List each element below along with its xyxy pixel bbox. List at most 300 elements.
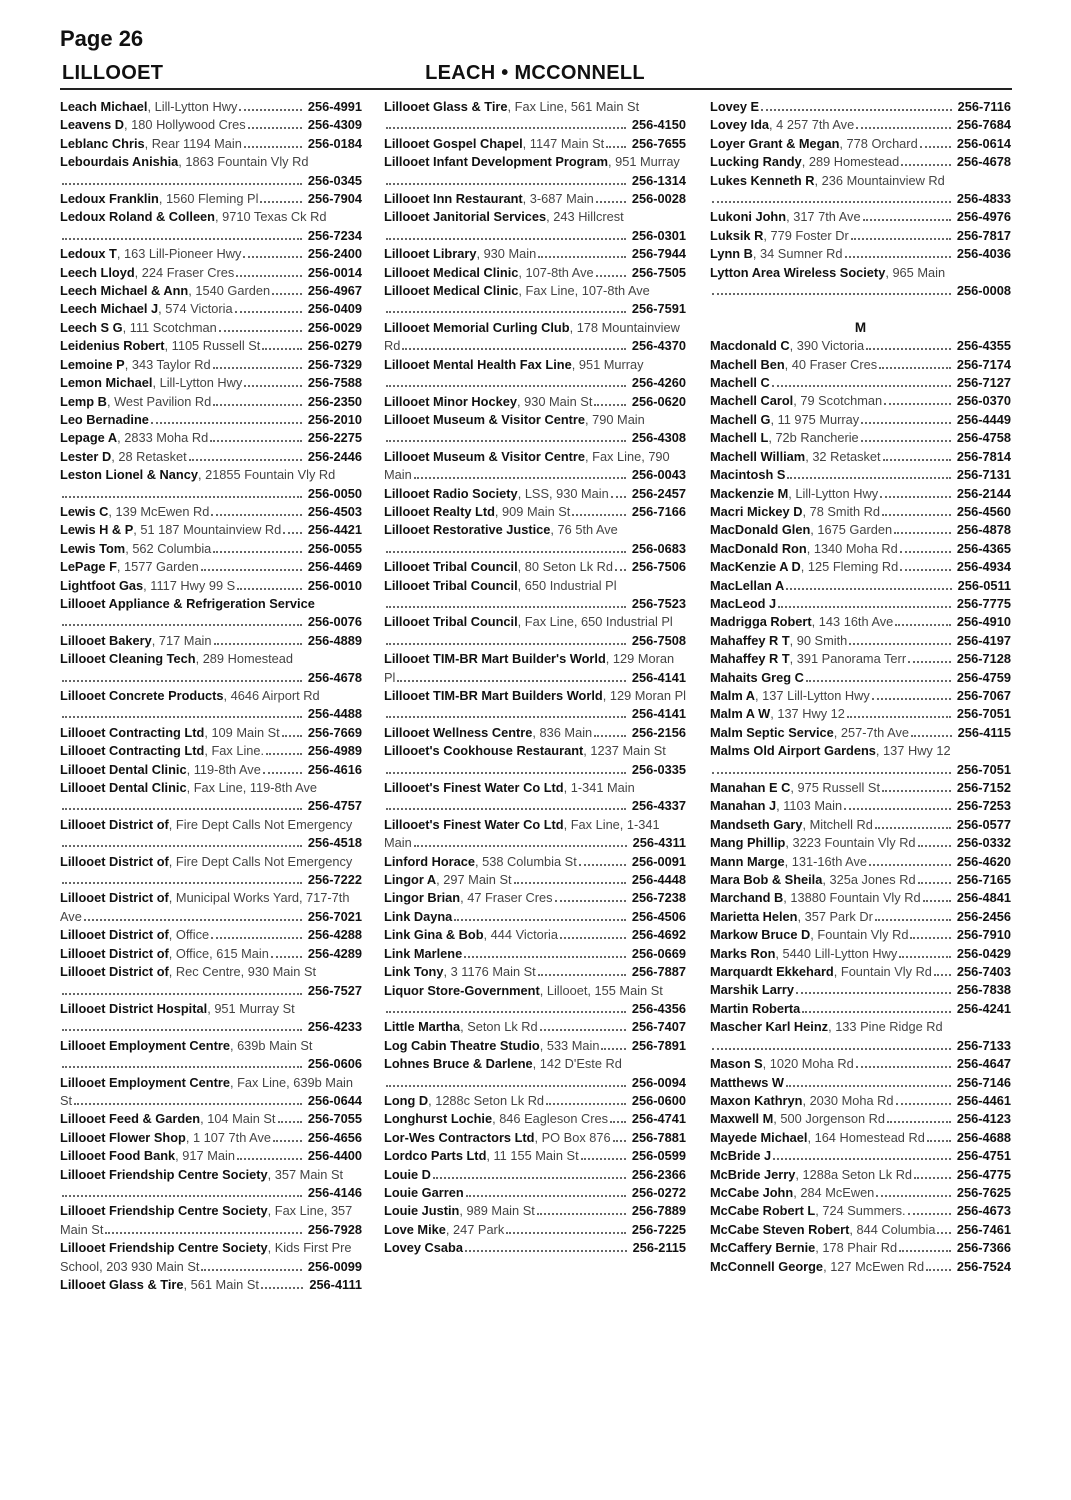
listing [60,1074,362,1111]
listing-address: Mitchell Rd [809,816,873,832]
dot-leader [849,642,951,645]
listing-address: 137 Hwy 12 [883,743,951,759]
listing-name: Lillooet District of [60,945,169,961]
dot-leader [386,715,626,718]
dot-leader [856,126,951,129]
listing-address: 137 Lill-Lytton Hwy [762,687,870,703]
listing [710,945,1011,963]
listing-phone: 256-4889 [306,632,362,650]
listing-address: 51 187 Mountainview Rd [140,522,282,538]
page-number: Page 26 [60,26,144,51]
dot-leader [772,384,951,387]
listing-name: Lillooet Medical Clinic [384,264,519,280]
listing-name: MacLellan A [710,577,785,593]
listing-phone: 256-4461 [955,1092,1011,1110]
listing-phone: 256-7146 [955,1074,1011,1092]
dot-leader [506,1231,626,1234]
listing-name: Machell L [710,430,769,446]
listing-address: 80 Seton Lk Rd [524,559,614,575]
dot-leader [62,623,302,626]
listing-address-sep: , [168,853,176,869]
listing-phone: 256-7944 [630,245,686,263]
listing [60,521,362,539]
listing-name: Lepage A [60,430,118,446]
listing-address-sep: , [200,1111,208,1127]
listing-address: 1117 Hwy 99 S [150,577,236,593]
listing-name: Lucking Randy [710,154,802,170]
listing-address-sep: , [152,375,160,391]
listing [60,650,362,687]
dot-leader [433,1176,626,1179]
listing [60,724,362,742]
listing-name: Lillooet Gospel Chapel [384,135,523,151]
listing-phone: 256-7133 [955,1037,1011,1055]
listing-address: 2833 Moha Rd [124,430,209,446]
listing-address-sep: , [168,927,176,943]
listing-address-sep: , [571,356,579,372]
listing [710,577,1011,595]
listing-address: 125 Fleming Rd [807,559,899,575]
dot-leader [282,734,302,737]
listing-name: Lillooet District of [60,853,169,869]
listing-address: Fire Dept Calls Not Emergency [175,853,353,869]
listing-address-sep: , [164,338,172,354]
listing-phone: 256-4692 [630,926,686,944]
listing-phone: 256-7684 [955,116,1011,134]
listing-phone: 256-0099 [306,1258,362,1276]
listing-name: Lohnes Bruce & Darlene [384,1056,533,1072]
listing-phone: 256-7174 [955,356,1011,374]
listing [60,1037,362,1074]
listing-address: 164 Homestead Rd [814,1129,925,1145]
dot-leader [62,807,302,810]
dot-leader [712,771,951,774]
listing-name: Lebourdais Anishia [60,154,179,170]
listing-address-sep: , [125,540,133,556]
listing-address-sep: , [133,522,141,538]
listing-address: 284 McEwen [800,1184,875,1200]
listing [710,1074,1011,1092]
listing-phone: 256-0335 [630,761,686,779]
dot-leader [244,384,302,387]
listing-address-sep: , [786,209,794,225]
listing [384,577,686,614]
listing-name: Lillooet Contracting Ltd [60,724,205,740]
listing [710,1184,1011,1202]
dot-leader [466,1194,626,1197]
listing [710,926,1011,944]
dot-leader [847,715,951,718]
listing-name: Lillooet Medical Clinic [384,283,519,299]
name-range-heading: LEACH • MCCONNELL [425,62,645,84]
listing [60,429,362,447]
dot-leader [920,145,951,148]
listing-name: Lillooet Museum & Visitor Centre [384,448,585,464]
listing-address-sep: , [106,393,115,409]
listing-address-sep: , [124,117,132,133]
listing [384,1202,686,1220]
listing-name: Lillooet Tribal Council [384,577,518,593]
listing-name: Lillooet Friendship Centre Society [60,1240,268,1256]
listing-name: Lillooet TIM-BR Mart Builders World [384,688,603,703]
listing-address-sep: , [539,982,547,998]
dot-leader [540,1028,626,1031]
listing [384,1092,686,1110]
listing-name: Lillooet's Finest Water Co Ltd [384,816,564,832]
dot-leader [214,642,302,645]
listing-name: Leech Lloyd [60,264,135,280]
listing-address: 247 Park [453,1221,505,1237]
listing-name: Marshik Larry [710,982,794,998]
listing-address: 909 Main St [502,503,571,519]
listing-name: Marchand B [710,890,784,906]
dot-leader [397,679,626,682]
directory-column-1 [60,98,362,1294]
listing [384,558,686,576]
listing-phone: 256-4356 [630,1000,686,1018]
listing [60,1147,362,1165]
dot-leader [210,439,302,442]
listing [60,245,362,263]
listing [384,448,686,485]
listing-address-sep: , [605,651,613,667]
listing-address: 917 Main [182,1148,235,1164]
dot-leader [926,1268,951,1271]
listing [384,1221,686,1239]
listing-phone: 256-0094 [630,1074,686,1092]
listing-phone: 256-0184 [306,135,362,153]
listing-phone: 256-4673 [955,1202,1011,1220]
listing-address: 779 Foster Dr [770,227,849,243]
listing-name: Leavens D [60,117,125,133]
listing-phone: 256-0683 [630,540,686,558]
dot-leader [895,623,951,626]
listing-address-sep: , [475,853,483,869]
listing [710,558,1011,576]
listing-phone: 256-4311 [631,834,686,852]
listing-address-sep: , [833,724,841,740]
listing [710,1110,1011,1128]
listing-address-sep: , [195,651,203,667]
listing [60,1129,362,1147]
listing-name: Mayede Michael [710,1129,808,1145]
listing [384,613,686,650]
dot-leader [861,439,951,442]
listing-address: 131-16th Ave [791,853,867,869]
listing [60,190,362,208]
listing-name: Mara Bob & Sheila [710,872,823,888]
listing-name: McCaffery Bernie [710,1240,816,1256]
dot-leader [894,531,951,534]
dot-leader [62,679,302,682]
listing-address: 13880 Fountain Vly Rd [790,890,921,906]
dot-leader [875,826,951,829]
listing-phone: 256-4967 [306,282,362,300]
listing-phone: 256-7051 [955,705,1011,723]
listing-name: Mahaffey R T [710,651,790,667]
dot-leader [712,292,951,295]
listing-phone: 256-7403 [955,963,1011,981]
listing-name: Lillooet Infant Development Program [384,154,608,170]
listing-address-sep: , [204,743,212,759]
listing-address-sep: , [197,467,206,483]
dot-leader [62,182,302,185]
dot-leader [151,421,302,424]
dot-leader [386,182,626,185]
listing-name: Mackenzie M [710,485,789,501]
listing [710,98,1011,116]
listing-address-sep: , [546,209,554,225]
listing-address: 391 Panorama Terr [796,651,907,667]
dot-leader [235,310,302,313]
listing-name: Ledoux Franklin [60,191,159,207]
listing [60,208,362,245]
dot-leader [923,899,951,902]
listing-address: 1340 Moha Rd [813,540,898,556]
listing-address: 119-8th Ave [193,761,261,777]
listing-address: 127 McEwen Rd [830,1258,925,1274]
listing-address-sep: , [532,724,540,740]
listing-phone: 256-7366 [955,1239,1011,1257]
dot-leader [272,292,302,295]
listing [384,319,686,356]
listing-address-sep: , [807,1129,815,1145]
listing [60,963,362,1000]
dot-leader [796,991,951,994]
listing-name: Lukes Kenneth R [710,172,815,188]
listing-address: 3223 Fountain Vly Rd [792,835,916,851]
listing [384,816,686,853]
listing-phone: 256-4488 [306,705,362,723]
listing-phone: 256-0008 [955,282,1011,300]
dot-leader [386,237,626,240]
listing [60,153,362,190]
dot-leader [237,587,302,590]
listing-phone: 256-4150 [630,116,686,134]
listing [710,540,1011,558]
listing-name: Leach Michael [60,99,148,114]
listing [710,392,1011,410]
listing-phone: 256-0301 [630,227,686,245]
listing-phone: 256-2350 [306,393,362,411]
listing-address-sep: , [147,99,155,114]
listing-phone: 256-0345 [306,172,362,190]
listing-name: Lovey Ida [710,117,770,133]
listing [384,1184,686,1202]
dot-leader [610,1120,626,1123]
listing-name: Little Martha [384,1019,461,1035]
listing-name: Leston Lionel & Nancy [60,467,198,483]
dot-leader [211,936,302,939]
listing-phone: 256-7051 [955,761,1011,779]
listing-address-sep: , [811,614,819,630]
dot-leader [596,274,626,277]
listing [710,834,1011,852]
listing [710,981,1011,999]
listing-address-sep: , [178,154,186,170]
listing-phone: 256-7407 [630,1018,686,1036]
listing [384,1129,686,1147]
listing-address: 317 7th Ave [793,209,861,225]
listing [384,245,686,263]
dot-leader [875,918,951,921]
dot-leader [62,881,302,884]
dot-leader [613,1139,626,1142]
listing-phone: 256-4678 [306,669,362,687]
listing-address-sep: , [516,393,525,409]
dot-leader [239,108,302,111]
listing-address: 1675 Garden [817,522,893,538]
listing [60,264,362,282]
listing-address: 989 Main St [466,1203,535,1219]
listing-address: 178 Mountainview Rd [384,319,680,354]
listing-address: 390 Victoria [796,338,865,354]
listing-name: Lillooet Employment Centre [60,1037,230,1053]
listing-phone: 256-0429 [955,945,1011,963]
listing-phone: 256-4841 [955,889,1011,907]
listing-name: Lillooet Library [384,246,477,262]
listing-address-sep: , [168,890,176,906]
listing [60,319,362,337]
listing [60,595,362,632]
listing-name: Lillooet's Finest Water Co Ltd [384,780,564,796]
listing-address: 109 Main St [211,724,280,740]
dot-leader [201,1268,302,1271]
dot-leader [786,587,952,590]
listing [60,393,362,411]
listing [384,853,686,871]
listing-name: Lillooet District of [60,816,169,832]
dot-leader [896,1102,951,1105]
listing [710,448,1011,466]
listing-phone: 256-4678 [955,153,1011,171]
listing-address: 76 5th Ave [557,522,618,538]
listing-phone: 256-4775 [955,1166,1011,1184]
listing-address-sep: , [108,503,116,519]
listing-name: Lynn B [710,246,753,262]
listing-address: 574 Victoria [165,301,233,317]
listing-address-sep: , [607,154,616,170]
dot-leader [414,476,626,479]
listing-name: Markow Bruce D [710,927,811,943]
listing-address-sep: , [793,393,801,409]
listing-address: Fire Dept Calls Not Emergency [175,816,353,832]
listing-address-sep: , [204,724,212,740]
listing-name: Lillooet Wellness Centre [384,724,533,740]
listing-phone: 256-7234 [306,227,362,245]
listing [384,963,686,981]
dot-leader [414,844,627,847]
listing [60,577,362,595]
listing-name: Malm A [710,687,756,703]
listing-address: 1 107 7th Ave [192,1129,272,1145]
listing-name: Lillooet Museum & Visitor Centre [384,411,585,427]
listing-name: Lytton Area Wireless Society [710,264,886,280]
dot-leader [278,1120,303,1123]
listing-phone: 256-0409 [306,300,362,318]
listing-address: 965 Main [892,264,946,280]
dot-leader [876,1194,951,1197]
listing-address: 1-341 Main [570,780,635,796]
listing-address-sep: , [459,1203,467,1219]
listing-address: 2030 Moha Rd [809,1092,894,1108]
dot-leader [911,734,952,737]
listing-phone: 256-0644 [306,1092,362,1110]
listing-name: Mason S [710,1056,763,1072]
dot-leader [546,1102,626,1105]
listing [384,153,686,190]
listing-address: 40 Fraser Cres [791,356,878,372]
listing-address-sep: , [814,172,822,188]
listing-phone: 256-4197 [955,632,1011,650]
dot-leader [883,458,951,461]
listing-name: Lingor A [384,872,437,888]
listing-address: 500 Jorgenson Rd [780,1111,886,1127]
dot-leader [386,642,626,645]
listing-name: Lillooet Realty Ltd [384,503,495,519]
listing-phone: 256-0620 [630,393,686,411]
listing [60,282,362,300]
listing-address-sep: , [563,780,571,796]
listing-address: 975 Russell St [797,780,880,796]
listing [384,264,686,282]
listing-address-sep: , [229,1037,238,1053]
listing-address-sep: , [124,356,132,372]
listing-phone: 256-7055 [306,1110,362,1128]
listing-phone: 256-4288 [306,926,362,944]
listing-address: Rec Centre, 930 Main St [175,964,317,980]
listing-name: Love Mike [384,1221,446,1237]
listing-address: Fax Line, 119-8th Ave [193,780,318,796]
dot-leader [937,1231,951,1234]
dot-leader [537,1212,626,1215]
listing-address: 561 Main St [190,1277,259,1292]
listing-name: McBride Jerry [710,1166,796,1182]
listing-name: Lillooet Dental Clinic [60,780,187,796]
listing [384,411,686,448]
listing-address: 1147 Main St [529,135,605,151]
listing-phone: 256-4620 [955,853,1011,871]
listing-address-sep: , [522,191,530,207]
listing-address: 34 Sumner Rd [760,246,843,262]
listing [60,1239,362,1276]
listing [60,98,362,116]
listing-address-sep: , [770,411,778,427]
dot-leader [62,715,302,718]
listing [384,945,686,963]
listing [384,908,686,926]
listing-name: Madrigga Robert [710,614,812,630]
listing-name: Lillooet Contracting Ltd [60,743,205,759]
listing-name: Machell G [710,411,771,427]
listing-address-sep: , [460,1019,468,1035]
listing-name: Leo Bernadine [60,411,149,427]
listing-phone: 256-7253 [955,797,1011,815]
listing-address-sep: , [569,319,577,335]
dot-leader [910,936,951,939]
listing-name: Lillooet Glass & Tire [384,99,508,114]
listing-phone: 256-7505 [630,264,686,282]
listing-phone: 256-4233 [306,1018,362,1036]
listing-phone: 256-2456 [955,908,1011,926]
listing [710,1202,1011,1220]
listing [384,742,686,779]
listing-address-sep: , [517,614,525,630]
listing-address: 3 1176 Main St [450,964,536,980]
listing-phone: 256-0600 [630,1092,686,1110]
dot-leader [900,568,951,571]
listing [710,153,1011,171]
